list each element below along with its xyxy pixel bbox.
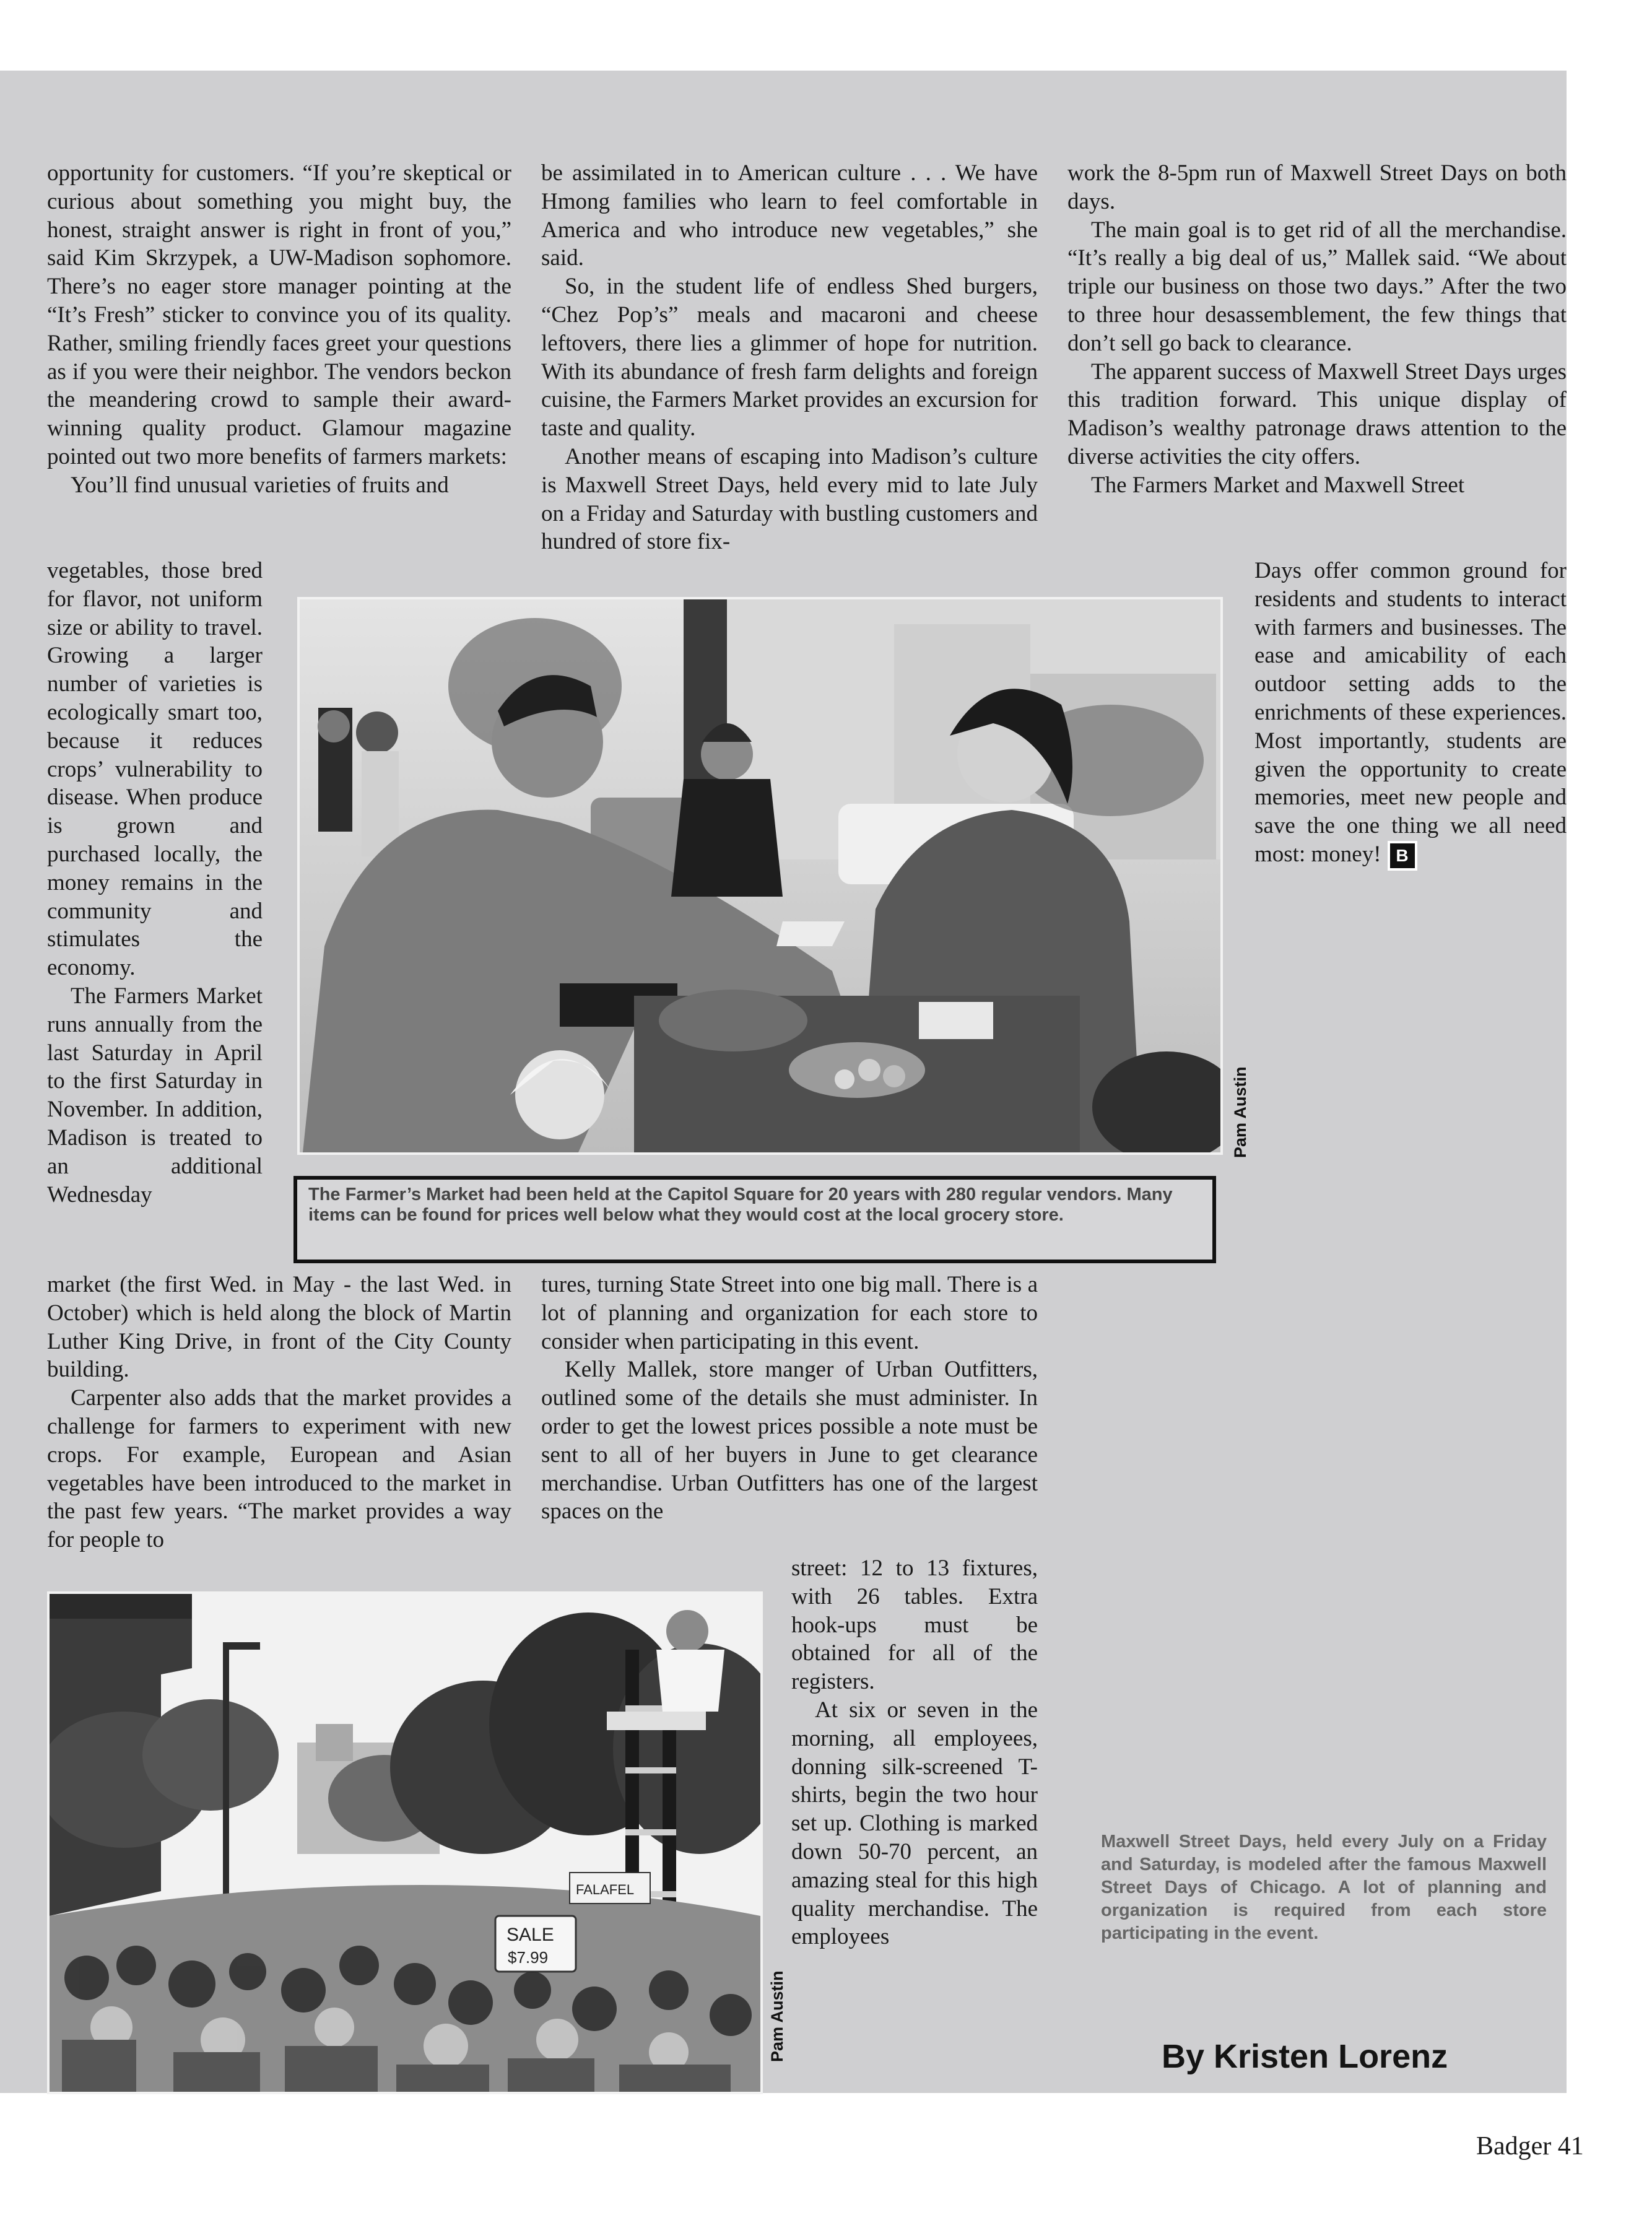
paragraph: work the 8-5pm run of Maxwell Street Days on both days.	[1067, 160, 1567, 214]
column-2-bottom	[541, 1271, 1038, 1526]
byline: By Kristen Lorenz	[1162, 2038, 1448, 2075]
farmers-market-photo-illustration	[300, 599, 1220, 1152]
paragraph: Carpenter also adds that the market provides a challenge for farmers to experiment with new crops. For example, European and Asian vegetables have been introduced to the market in the past few years. “The market provides a way for people to	[47, 1385, 511, 1553]
farmers-market-photo	[297, 597, 1223, 1155]
paragraph: Kelly Mallek, store manger of Urban Outfitters, outlined some of the details she must administer. In order to get the lowest prices possible a note must be sent to all of her buyers in June to get clearance merchandise. Urban Outfitters has one of the largest spaces on the	[541, 1357, 1038, 1525]
paragraph: So, in the student life of endless Shed burgers, “Chez Pop’s” meals and macaroni and cheese leftovers, there lies a glimmer of hope for nutrition. With its abundance of fresh farm delights and foreign cuisine, the Farmers Market provides an excursion for taste and quality.	[541, 274, 1038, 442]
column-1-bottom	[47, 1271, 511, 1554]
paragraph: be assimilated in to American culture . . . We have Hmong families who learn to feel comfortable in America and who introduce new vegetables,” she said.	[541, 160, 1038, 271]
paragraph: You’ll find unusual varieties of fruits and	[71, 472, 449, 498]
maxwell-street-photo-illustration	[50, 1594, 760, 2092]
street-photo-credit: Pam Austin	[768, 1970, 786, 2062]
paragraph: The apparent success of Maxwell Street Days urges this tradition forward. This unique display of Madison’s wealthy patronage draws attention to the diverse activities the city offers.	[1067, 359, 1567, 469]
paragraph: tures, turning State Street into one big mall. There is a lot of planning and organization for each store to consider when participating in this event.	[541, 1272, 1038, 1354]
paragraph: The Farmers Market runs annually from the last Saturday in April to the first Saturday in November. In addition, Madison is treated to an additional Wednesday	[47, 983, 263, 1208]
page-number: Badger 41	[1476, 2132, 1584, 2161]
column-2-top	[541, 159, 1038, 556]
closing-paragraph-text: Days offer common ground for residents and students to interact with farmers and businesses. The ease and amicability of each outdoor setting adds to the enrichments of these experiences. Most importantly, students are given the opportunity to create memories, meet new people and save the one thing we all need most: money!	[1254, 558, 1567, 867]
market-photo-caption: The Farmer’s Market had been held at the Capitol Square for 20 years with 280 regular vendors. Many items can be found for prices well below what they would cost at the local grocery store.	[293, 1176, 1216, 1263]
street-photo-caption: Maxwell Street Days, held every July on a Friday and Saturday, is modeled after the famous Maxwell Street Days of Chicago. A lot of planning and organization is required from each store participating in the event.	[1101, 1832, 1547, 1943]
paragraph: market (the first Wed. in May - the last Wed. in October) which is held along the block of Martin Luther King Drive, in front of the City County building.	[47, 1272, 511, 1383]
paragraph: vegetables, those bred for flavor, not uniform size or ability to travel. Growing a larger number of varieties is ecologically smart too, because it reduces crops’ vulnerability to disease. When produce is grown and purchased locally, the money remains in the community and stimulates the economy.	[47, 558, 263, 981]
sale-sign-text: SALE	[506, 1925, 554, 1945]
paragraph: opportunity for customers. “If you’re skeptical or curious about something you might buy, the honest, straight answer is right in front of you,” said Kim Skrzypek, a UW-Madison sophomore. There’s no eager store manager pointing at the “It’s Fresh” sticker to convince you of its quality. Rather, smiling friendly faces greet your questions as if you were their neighbor. The vendors beckon the meandering crowd to sample their award-winning quality product. Glamour magazine pointed out two more benefits of farmers markets:	[47, 160, 511, 469]
column-3-narrow	[1254, 557, 1567, 869]
paragraph: The main goal is to get rid of all the merchandise. “It’s really a big deal of us,” Mallek said. “We about triple our business on those two days.” After the two to three hour desassemblement, the few things that don’t sell go back to clearance.	[1067, 217, 1567, 356]
paragraph: The Farmers Market and Maxwell Street	[1091, 472, 1465, 498]
sale-price-text: $7.99	[508, 1948, 549, 1967]
column-1-narrow	[47, 557, 263, 1209]
paragraph: street: 12 to 13 fixtures, with 26 tables. Extra hook-ups must be obtained for all of the registers.	[791, 1556, 1038, 1695]
paragraph	[1254, 557, 1567, 869]
market-photo-credit: Pam Austin	[1231, 1066, 1250, 1158]
column-1-top	[47, 159, 511, 500]
column-2-narrow	[791, 1554, 1038, 1951]
maxwell-street-photo	[47, 1591, 763, 2094]
falafel-sign-text: FALAFEL	[576, 1882, 635, 1897]
column-3-top	[1067, 159, 1567, 500]
paragraph: At six or seven in the morning, all employees, donning silk-screened T-shirts, begin the two hour set up. Clothing is marked down 50-70 percent, an amazing steal for this high quality merchandise. The employees	[791, 1697, 1038, 1950]
paragraph: Another means of escaping into Madison’s culture is Maxwell Street Days, held every mid to late July on a Friday and Saturday with bustling customers and hundred of store fix-	[541, 443, 1038, 555]
end-of-article-mark: B	[1390, 843, 1415, 868]
